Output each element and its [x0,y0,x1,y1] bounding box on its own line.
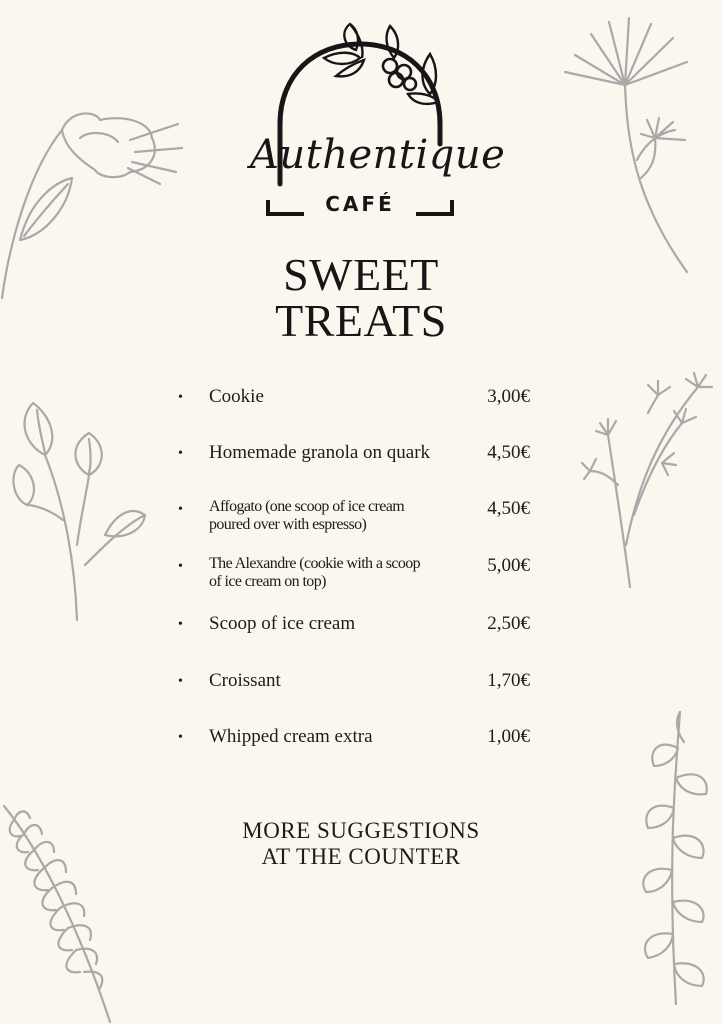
menu-item-name: Scoop of ice cream [209,613,356,634]
menu-item-price: 2,50€ [487,613,530,634]
olive-branch-icon [240,14,506,219]
footer-note-line2: AT THE COUNTER [261,844,461,869]
menu-item-price: 3,00€ [487,386,530,407]
menu-item-name: The Alexandre (cookie with a scoop of ice cream on top) [209,555,421,590]
bullet-icon: • [178,390,183,405]
menu-item-name: Whipped cream extra [209,726,373,747]
wildflower-sprig-icon [578,365,718,595]
page-title-line1: SWEET [283,249,439,300]
menu-item-name: Affogato (one scoop of ice cream poured over with espresso) [209,498,405,533]
menu-item-name: Cookie [209,386,264,407]
menu-item-price: 4,50€ [487,442,530,463]
flower-buds-icon [5,395,165,625]
logo-wordmark: Authentique [250,132,506,178]
menu-item-price: 5,00€ [487,555,530,576]
bullet-icon: • [178,559,183,574]
menu-item-price: 1,00€ [487,726,530,747]
bullet-icon: • [178,617,183,632]
logo-bracket-right [416,200,454,216]
menu-item-name: Homemade granola on quark [209,442,431,463]
bullet-icon: • [178,446,183,461]
bullet-icon: • [178,674,183,689]
menu-item-name: Croissant [209,670,281,691]
footer-note-line1: MORE SUGGESTIONS [242,818,480,843]
bullet-icon: • [178,502,183,517]
page-title-line2: TREATS [275,295,447,346]
bullet-icon: • [178,730,183,745]
cafe-logo [240,14,506,219]
dandelion-icon [555,10,705,280]
logo-subtitle: CAFÉ [325,192,395,216]
menu-item-price: 1,70€ [487,670,530,691]
menu-item-price: 4,50€ [487,498,530,519]
